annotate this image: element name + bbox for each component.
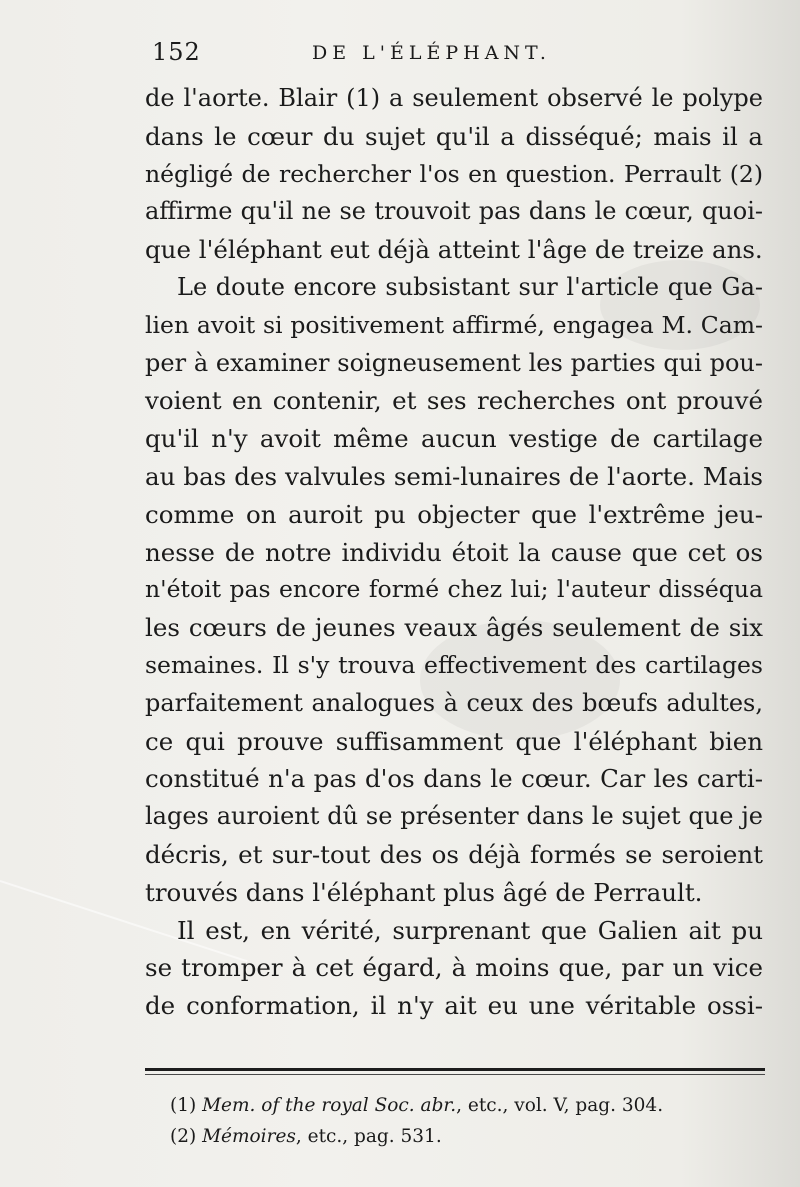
footnote-rule-thin bbox=[145, 1074, 765, 1075]
text-line: lages auroient dû se présenter dans le sujet que je bbox=[145, 802, 763, 831]
text-line: ce qui prouve suffisamment que l'éléphant bien bbox=[145, 726, 763, 756]
text-line: les cœurs de jeunes veaux âgés seulement de six bbox=[145, 613, 763, 643]
body-text bbox=[145, 80, 763, 1025]
text-line: décris, et sur-tout des os déjà formés se seroient bbox=[145, 839, 763, 869]
running-title: DE L'ÉLÉPHANT. bbox=[312, 42, 551, 64]
text-line: semaines. Il s'y trouva effectivement des cartilages bbox=[145, 650, 763, 679]
text-line: lien avoit si positivement affirmé, engagea M. Cam- bbox=[145, 310, 763, 339]
footnote-citation-title: Mémoires bbox=[202, 1126, 296, 1147]
text-line: constitué n'a pas d'os dans le cœur. Car les carti- bbox=[145, 764, 763, 794]
text-line: négligé de rechercher l'os en question. Perrault (2) bbox=[145, 159, 763, 188]
text-line: se tromper à cet égard, à moins que, par un vice bbox=[145, 953, 763, 983]
footnote-citation-title: Mem. of the royal Soc. abr. bbox=[202, 1095, 457, 1116]
text-line: qu'il n'y avoit même aucun vestige de cartilage bbox=[145, 424, 763, 454]
footnote bbox=[170, 1121, 770, 1152]
text-line: parfaitement analogues à ceux des bœufs adultes, bbox=[145, 688, 763, 717]
running-head bbox=[152, 38, 762, 72]
footnote-citation-rest: , etc., vol. V, pag. 304. bbox=[456, 1095, 664, 1116]
text-line: que l'éléphant eut déjà atteint l'âge de treize ans. bbox=[145, 235, 763, 265]
footnote-marker: (1) bbox=[170, 1095, 197, 1116]
footnote-rule bbox=[145, 1068, 765, 1071]
text-line: n'étoit pas encore formé chez lui; l'auteur disséqua bbox=[145, 575, 763, 604]
text-line: per à examiner soigneusement les parties qui pou- bbox=[145, 348, 763, 377]
text-line: nesse de notre individu étoit la cause que cet os bbox=[145, 537, 763, 567]
footnote-marker: (2) bbox=[170, 1126, 197, 1147]
text-line: comme on auroit pu objecter que l'extrême jeu- bbox=[145, 499, 763, 529]
text-line: de conformation, il n'y ait eu une véritable ossi- bbox=[145, 991, 763, 1021]
text-line: Il est, en vérité, surprenant que Galien ait pu bbox=[177, 915, 763, 945]
footnotes bbox=[170, 1090, 770, 1152]
text-line: trouvés dans l'éléphant plus âgé de Perrault. bbox=[145, 877, 703, 907]
footnote-citation-rest: , etc., pag. 531. bbox=[295, 1126, 442, 1147]
text-line: de l'aorte. Blair (1) a seulement observé le polype bbox=[145, 84, 763, 112]
text-line: au bas des valvules semi-lunaires de l'aorte. Mais bbox=[145, 461, 763, 491]
text-line: dans le cœur du sujet qu'il a disséqué; mais il a bbox=[145, 121, 763, 151]
text-line: voient en contenir, et ses recherches ont prouvé bbox=[145, 386, 763, 416]
text-line: Le doute encore subsistant sur l'article que Ga- bbox=[177, 272, 763, 301]
page-number: 152 bbox=[152, 38, 201, 66]
footnote bbox=[170, 1090, 770, 1121]
text-line: affirme qu'il ne se trouvoit pas dans le cœur, quoi- bbox=[145, 197, 763, 226]
